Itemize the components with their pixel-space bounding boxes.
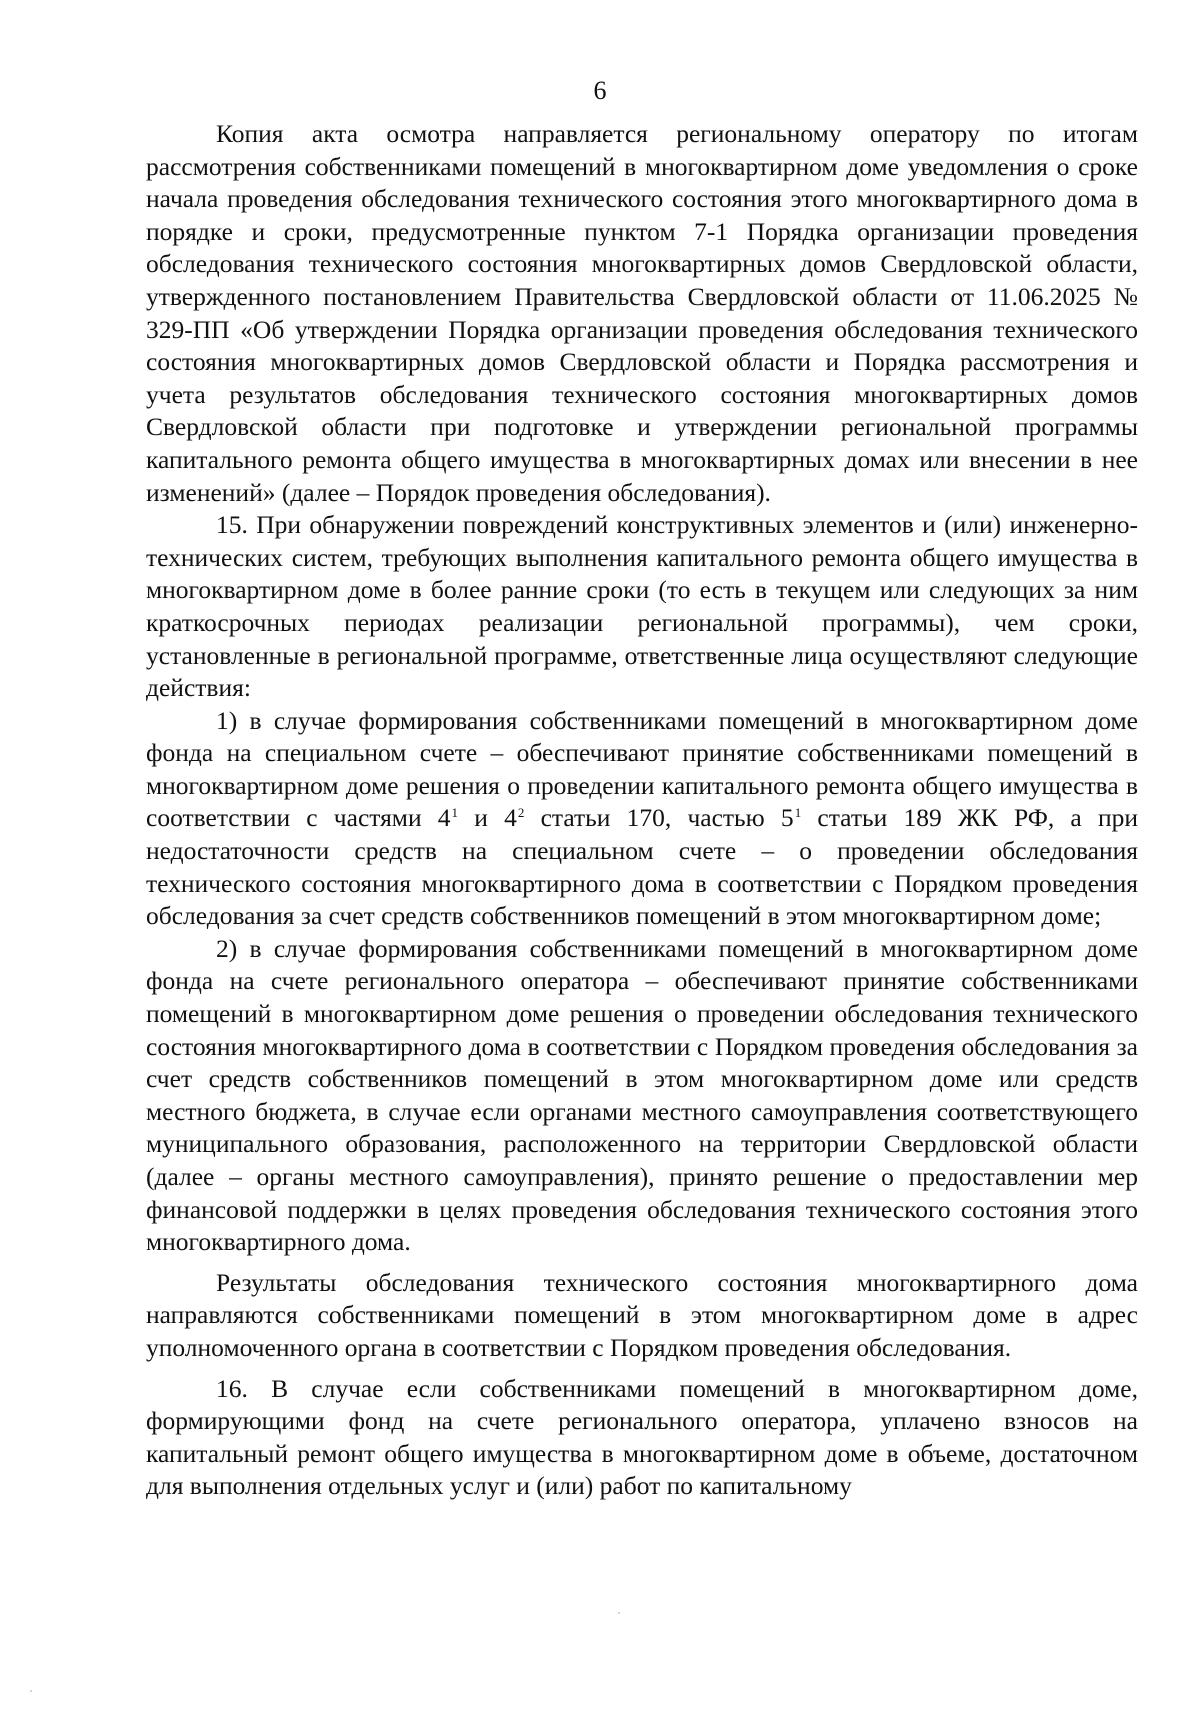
scan-speck xyxy=(30,1690,32,1692)
page-number: 6 xyxy=(593,76,607,105)
text-run: статьи 170, частью 5 xyxy=(524,803,794,833)
superscript: 1 xyxy=(451,804,459,820)
text-run: статьи 189 ЖК РФ, а при недостаточности средств на специальном счете – о проведении обследования технического состояния многоквартирного дома в соответствии с Порядком проведения обследования за счет средств собственников помещений в этом многоквартирном доме; xyxy=(146,803,1138,931)
paragraph-item-15-1 xyxy=(146,705,1138,933)
scan-speck xyxy=(618,1612,620,1614)
paragraph-act-copy: Копия акта осмотра направляется региональному оператору по итогам рассмотрения собственниками помещений в многоквартирном доме уведомления о сроке начала проведения обследования технического состояния этого многоквартирного дома в порядке и сроки, предусмотренные пунктом 7-1 Порядка организации проведения обследования технического состояния многоквартирных домов Свердловской области, утвержденного постановлением Правительства Свердловской области от 11.06.2025 № 329-ПП «Об утверждении Порядка организации проведения обследования технического состояния многоквартирных домов Свердловской области и Порядка рассмотрения и учета результатов обследования технического состояния многоквартирных домов Свердловской области при подготовке и утверждении региональной программы капитального ремонта общего имущества в многоквартирных домах или внесении в нее изменений» (далее – Порядок проведения обследования). xyxy=(146,119,1138,507)
document-body xyxy=(146,118,1138,1503)
superscript: 1 xyxy=(794,804,802,820)
paragraph-item-16: 16. В случае если собственниками помещений в многоквартирном доме, формирующими фонд на счете регионального оператора, уплачено взносов на капитальный ремонт общего имущества в многоквартирном доме в объеме, достаточном для выполнения отдельных услуг и (или) работ по капитальному xyxy=(146,1373,1138,1501)
superscript: 2 xyxy=(517,804,525,820)
paragraph-item-15: 15. При обнаружении повреждений конструктивных элементов и (или) инженерно-технических систем, требующих выполнения капитального ремонта общего имущества в многоквартирном доме в более ранние сроки (то есть в текущем или следующих за ним краткосрочных периодах реализации региональной программы), чем сроки, установленные в региональной программе, ответственные лица осуществляют следующие действия: xyxy=(146,510,1138,703)
paragraph-item-15-2: 2) в случае формирования собственниками помещений в многоквартирном доме фонда на счете регионального оператора – обеспечивают принятие собственниками помещений в многоквартирном доме решения о проведении обследования технического состояния многоквартирного дома в соответствии с Порядком проведения обследования за счет средств собственников помещений в этом многоквартирном доме или средств местного бюджета, в случае если органами местного самоуправления соответствующего муниципального образования, расположенного на территории Свердловской области (далее – органы местного самоуправления), принято решение о предоставлении мер финансовой поддержки в целях проведения обследования технического состояния этого многоквартирного дома. xyxy=(146,933,1138,1257)
paragraph-survey-results: Результаты обследования технического состояния многоквартирного дома направляются собственниками помещений в этом многоквартирном доме в адрес уполномоченного органа в соответствии с Порядком проведения обследования. xyxy=(146,1267,1138,1362)
text-run: и 4 xyxy=(458,803,517,833)
text-run: 1) в случае формирования собственниками помещений в многоквартирном доме фонда на специальном счете – обеспечивают принятие собственниками помещений в многоквартирном доме решения о проведении капитального ремонта общего имущества в соответствии с частями 4 xyxy=(146,705,1138,833)
